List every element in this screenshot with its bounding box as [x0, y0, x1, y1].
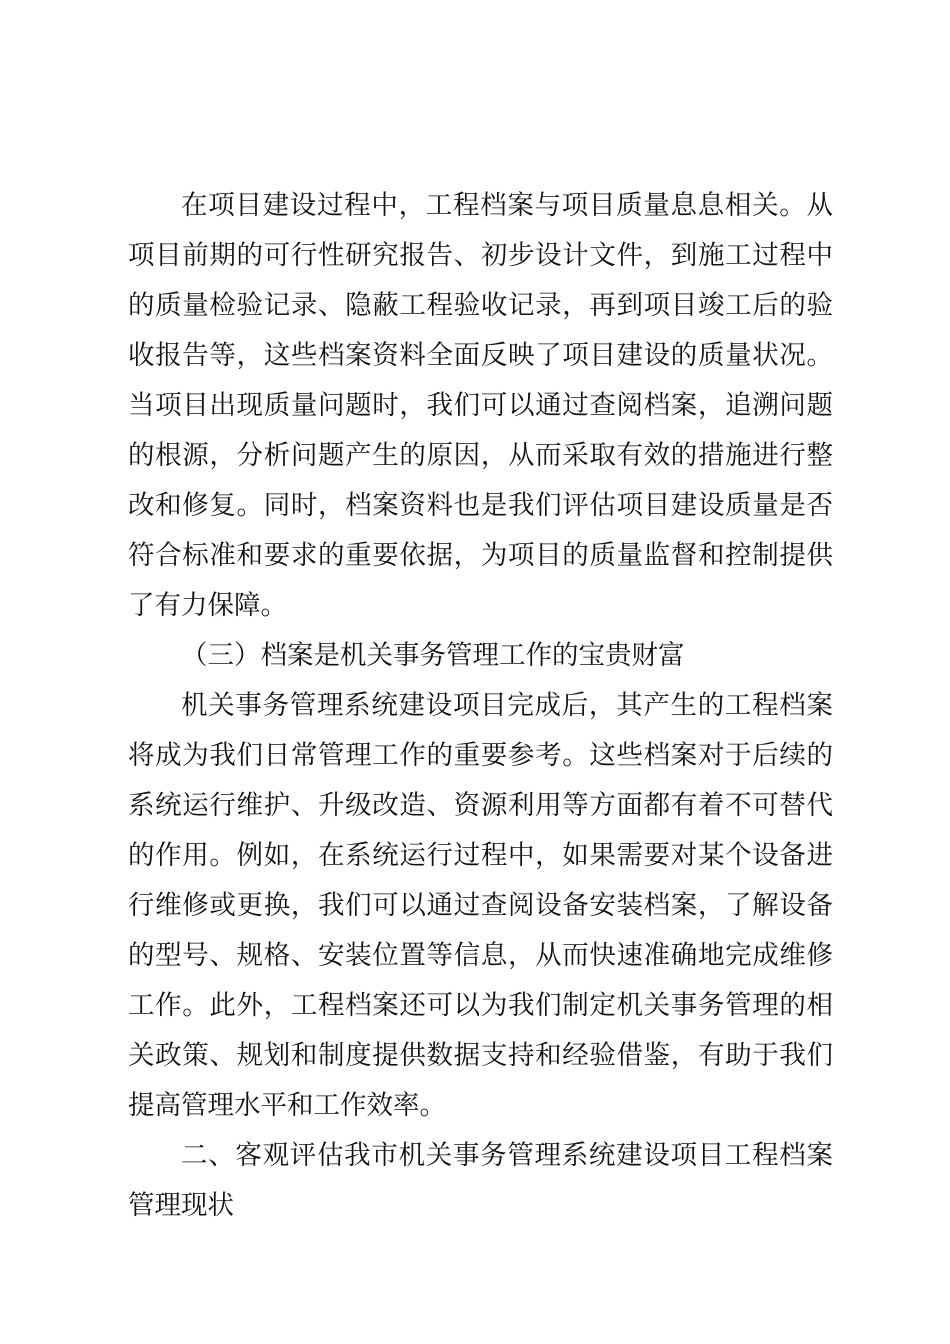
- paragraph-archives-wealth: 机关事务管理系统建设项目完成后，其产生的工程档案将成为我们日常管理工作的重要参考。这些档案对于后续的系统运行维护、升级改造、资源利用等方面都有着不可替代的作用。例如，在系统运行过程中，如果需要对某个设备进行维修或更换，我们可以通过查阅设备安装档案，了解设备的型号、规格、安装位置等信息，从而快速准确地完成维修工作。此外，工程档案还可以为我们制定机关事务管理的相关政策、规划和制度提供数据支持和经验借鉴，有助于我们提高管理水平和工作效率。: [128, 690, 833, 1121]
- section-heading-3: （三）档案是机关事务管理工作的宝贵财富: [181, 640, 685, 671]
- document-body: [128, 181, 833, 1231]
- paragraph-quality-archives: 在项目建设过程中，工程档案与项目质量息息相关。从项目前期的可行性研究报告、初步设计文件，到施工过程中的质量检验记录、隐蔽工程验收记录，再到项目竣工后的验收报告等，这些档案资料全面反映了项目建设的质量状况。当项目出现质量问题时，我们可以通过查阅档案，追溯问题的根源，分析问题产生的原因，从而采取有效的措施进行整改和修复。同时，档案资料也是我们评估项目建设质量是否符合标准和要求的重要依据，为项目的质量监督和控制提供了有力保障。: [128, 190, 833, 621]
- chapter-heading-2: 二、客观评估我市机关事务管理系统建设项目工程档案管理现状: [128, 1140, 833, 1221]
